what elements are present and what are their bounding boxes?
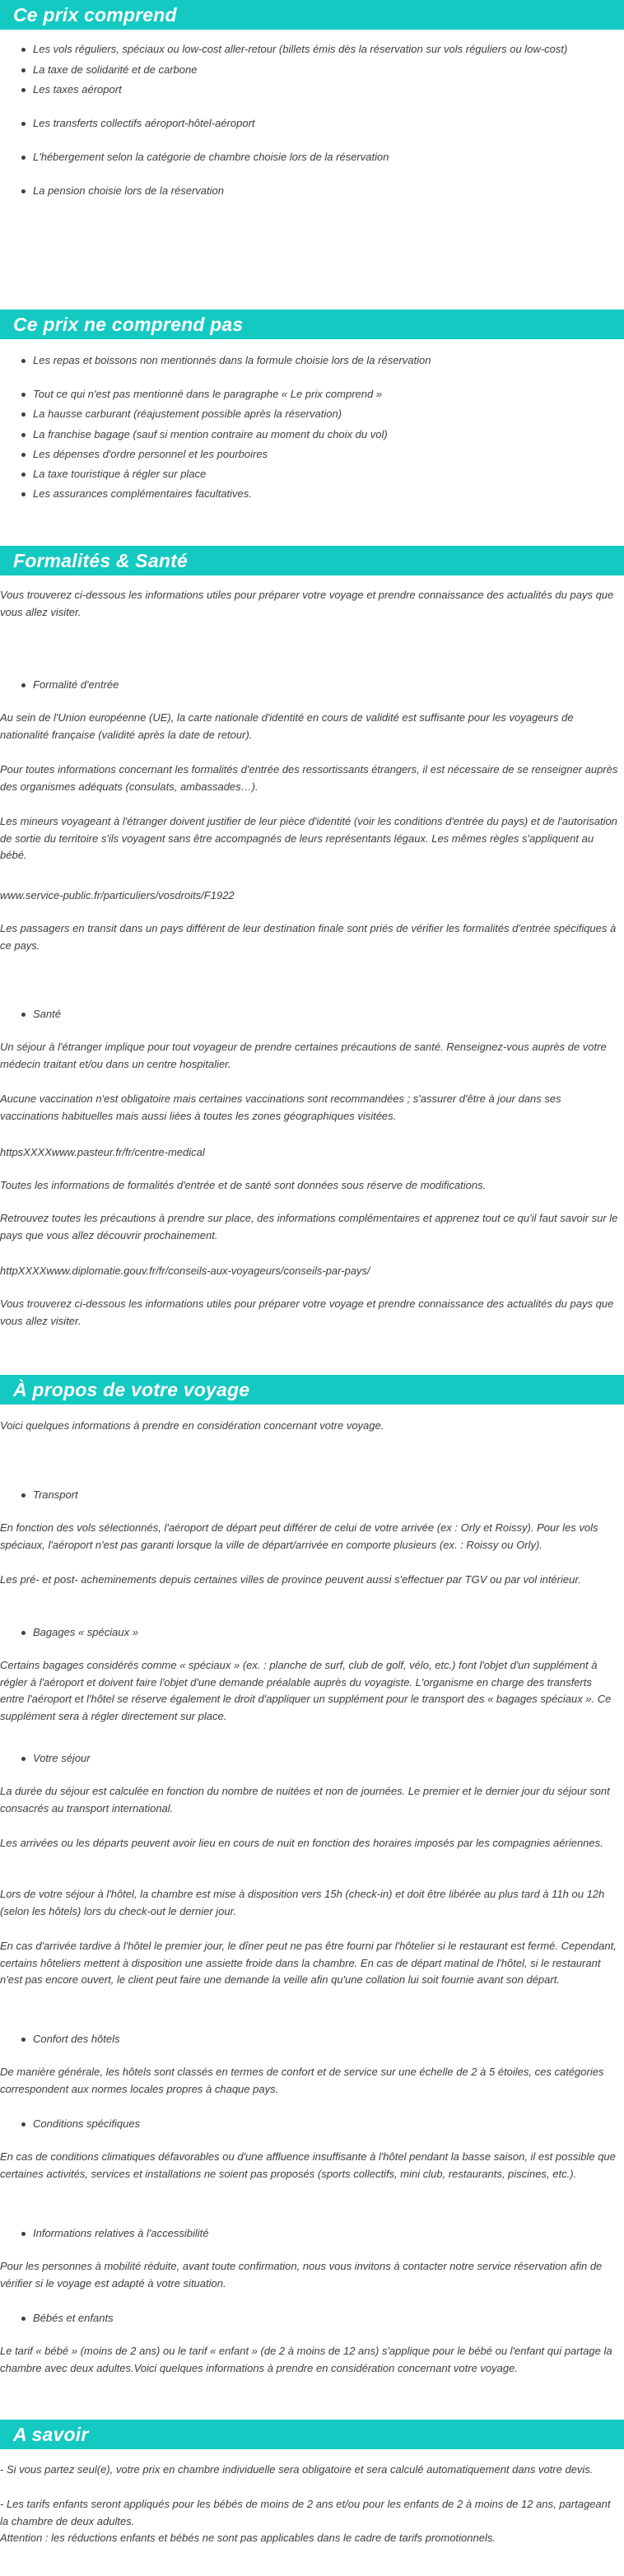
- confort-label: Confort des hôtels: [0, 2031, 624, 2047]
- bagages-label: Bagages « spéciaux »: [0, 1624, 624, 1641]
- formalites-intro: Vous trouverez ci-dessous les informations utiles pour préparer votre voyage et prendre connaissance des actualités du pays que vous allez visiter.: [0, 589, 614, 618]
- service-public-link[interactable]: www.service-public.fr/particuliers/vosdroits/F1922: [0, 889, 235, 901]
- list-item: La hausse carburant (réajustement possible après la réservation): [0, 406, 619, 422]
- list-item: La taxe de solidarité et de carbone: [0, 62, 619, 78]
- pasteur-link[interactable]: httpsXXXXwww.pasteur.fr/fr/centre-medical: [0, 1146, 205, 1158]
- bebes-label: Bébés et enfants: [0, 2310, 624, 2327]
- sante-paragraph: Retrouvez toutes les précautions à prendre sur place, des informations complémentaires et apprenez tout ce qu'il faut savoir sur le pays que vous allez découvrir prochainement.: [0, 1212, 618, 1241]
- list-item: Les assurances complémentaires facultatives.: [0, 486, 619, 502]
- list-item: Les taxes aéroport: [0, 82, 619, 98]
- list-item: Les dépenses d'ordre personnel et les pourboires: [0, 446, 619, 463]
- sante-paragraph: Toutes les informations de formalités d'entrée et de santé sont données sous réserve de modifications.: [0, 1179, 487, 1191]
- list-item: L'hébergement selon la catégorie de chambre choisie lors de la réservation: [0, 149, 619, 165]
- conditions-paragraph: En cas de conditions climatiques défavorables ou d'une affluence insuffisante à l'hôtel pendant la basse saison, il est possible que certaines activités, services et installations ne soient pas proposés (sports collectifs, mini club, restaurants, piscines, etc.).: [0, 2150, 616, 2180]
- sejour-paragraph: En cas d'arrivée tardive à l'hôtel le premier jour, le dîner peut ne pas être fourni par l'hôtelier si le restaurant est fermé. Cependant, certains hôteliers mettent à disposition une assiette froide dans la chambre. En cas de départ matinal de l'hôtel, si le restaurant n'est pas encore ouvert, le client peut faire une demande la veille afin qu'une collation lui soit fournie avant son départ.: [0, 1940, 617, 1986]
- list-item: La franchise bagage (sauf si mention contraire au moment du choix du vol): [0, 426, 619, 443]
- section-header-formalites: Formalités & Santé: [0, 546, 624, 575]
- formalites-paragraph: Les mineurs voyageant à l'étranger doivent justifier de leur pièce d'identité (voir les conditions d'entrée du pays) et de l'autorisation de sortie du territoire s'ils voyagent sans être accompagnés de leurs représentants légaux. Les mêmes règles s'appliquent au bébé.: [0, 815, 617, 861]
- list-item: Les repas et boissons non mentionnés dans la formule choisie lors de la réservation: [0, 352, 619, 369]
- formalite-entree-label: Formalité d'entrée: [0, 677, 624, 693]
- apropos-intro: Voici quelques informations à prendre en considération concernant votre voyage.: [0, 1419, 384, 1432]
- sejour-label: Votre séjour: [0, 1750, 624, 1767]
- sante-paragraph: Un séjour à l'étranger implique pour tout voyageur de prendre certaines précautions de santé. Renseignez-vous auprès de votre médecin traitant et/ou dans un centre hospitalier.: [0, 1041, 607, 1070]
- sejour-paragraph: Lors de votre séjour à l'hôtel, la chambre est mise à disposition vers 15h (check-in) et doit être libérée au plus tard à 11h ou 12h (selon les hôtels) lors du check-out le dernier jour.: [0, 1888, 605, 1917]
- sejour-paragraph: La durée du séjour est calculée en fonction du nombre de nuitées et non de journées. Le premier et le dernier jour du séjour sont consacrés au transport international.: [0, 1785, 610, 1814]
- confort-paragraph: De manière générale, les hôtels sont classés en termes de confort et de service sur une échelle de 2 à 5 étoiles, ces catégories correspondent aux normes locales propres à chaque pays.: [0, 2066, 604, 2095]
- formalites-paragraph: Pour toutes informations concernant les formalités d'entrée des ressortissants étrangers, il est nécessaire de se renseigner auprès des organismes adéquats (consulats, ambassades…).: [0, 763, 618, 793]
- bagages-paragraph: Certains bagages considérés comme « spéciaux » (ex. : planche de surf, club de golf, vélo, etc.) font l'objet d'un supplément à régler à l'aéroport et doivent faire l'objet d'une demande préalable auprès du voyagiste. L'organisme en charge des transferts entre l'aéroport et l'hôtel se réserve également le droit d'appliquer un supplément pour le transport des « bagages spéciaux ». Ce supplément sera à régler directement sur place.: [0, 1659, 612, 1722]
- asavoir-line: Attention : les réductions enfants et bébés ne sont pas applicables dans le cadre de tarifs promotionnels.: [0, 2532, 496, 2544]
- diplomatie-link[interactable]: httpXXXXwww.diplomatie.gouv.fr/fr/conseils-aux-voyageurs/conseils-par-pays/: [0, 1265, 370, 1277]
- asavoir-line: - Les tarifs enfants seront appliqués pour les bébés de moins de 2 ans et/ou pour les enfants de 2 à moins de 12 ans, partageant la chambre de deux adultes.: [0, 2498, 611, 2527]
- asavoir-line: - Si vous partez seul(e), votre prix en chambre individuelle sera obligatoire et sera calculé automatiquement dans votre devis.: [0, 2463, 594, 2476]
- section-header-prix-comprend: Ce prix comprend: [0, 0, 624, 30]
- accessibilite-label: Informations relatives à l'accessibilité: [0, 2225, 624, 2242]
- section-header-asavoir: A savoir: [0, 2420, 624, 2449]
- formalites-outro: Vous trouverez ci-dessous les informations utiles pour préparer votre voyage et prendre connaissance des actualités du pays que vous allez visiter.: [0, 1297, 614, 1327]
- formalites-paragraph: Les passagers en transit dans un pays différent de leur destination finale sont priés de vérifier les formalités d'entrée spécifiques à ce pays.: [0, 922, 617, 952]
- sante-label: Santé: [0, 1006, 624, 1022]
- list-item: La taxe touristique à régler sur place: [0, 466, 619, 482]
- sejour-paragraph: Les arrivées ou les départs peuvent avoir lieu en cours de nuit en fonction des horaires imposés par les compagnies aériennes.: [0, 1837, 603, 1849]
- list-item: Les vols réguliers, spéciaux ou low-cost aller-retour (billets émis dès la réservation sur vols réguliers ou low-cost): [0, 41, 619, 58]
- transport-paragraph: Les pré- et post- acheminements depuis certaines villes de province peuvent aussi s'effectuer par TGV ou par vol intérieur.: [0, 1573, 581, 1586]
- list-item: Tout ce qui n'est pas mentionné dans le paragraphe « Le prix comprend »: [0, 386, 619, 403]
- section-header-prix-ne-comprend: Ce prix ne comprend pas: [0, 310, 624, 339]
- sante-paragraph: Aucune vaccination n'est obligatoire mais certaines vaccinations sont recommandées ; s'assurer d'être à jour dans ses vaccinations habituelles mais aussi liées à toutes les zones géographiques visitées.: [0, 1092, 561, 1122]
- conditions-label: Conditions spécifiques: [0, 2116, 624, 2132]
- accessibilite-paragraph: Pour les personnes à mobilité réduite, avant toute confirmation, nous vous invitons à contacter notre service réservation afin de vérifier si le voyage est adapté à votre situation.: [0, 2260, 603, 2290]
- bebes-paragraph: Le tarif « bébé » (moins de 2 ans) ou le tarif « enfant » (de 2 à moins de 12 ans) s'applique pour le bébé ou l'enfant qui partage la chambre avec deux adultes.Voici quelques informations à prendre en considération concernant votre voyage.: [0, 2345, 612, 2374]
- section-header-apropos: À propos de votre voyage: [0, 1375, 624, 1404]
- formalites-paragraph: Au sein de l'Union européenne (UE), la carte nationale d'identité en cours de validité est suffisante pour les voyageurs de nationalité française (validité après la date de retour).: [0, 711, 574, 741]
- transport-label: Transport: [0, 1487, 624, 1503]
- list-item: La pension choisie lors de la réservation: [0, 183, 619, 199]
- transport-paragraph: En fonction des vols sélectionnés, l'aéroport de départ peut différer de celui de votre arrivée (ex : Orly et Roissy). Pour les vols spéciaux, l'aéroport n'est pas garanti lorsque la ville de départ/arrivée en comporte plusieurs (ex. : Roissy ou Orly).: [0, 1521, 598, 1551]
- list-item: Les transferts collectifs aéroport-hôtel-aéroport: [0, 115, 619, 132]
